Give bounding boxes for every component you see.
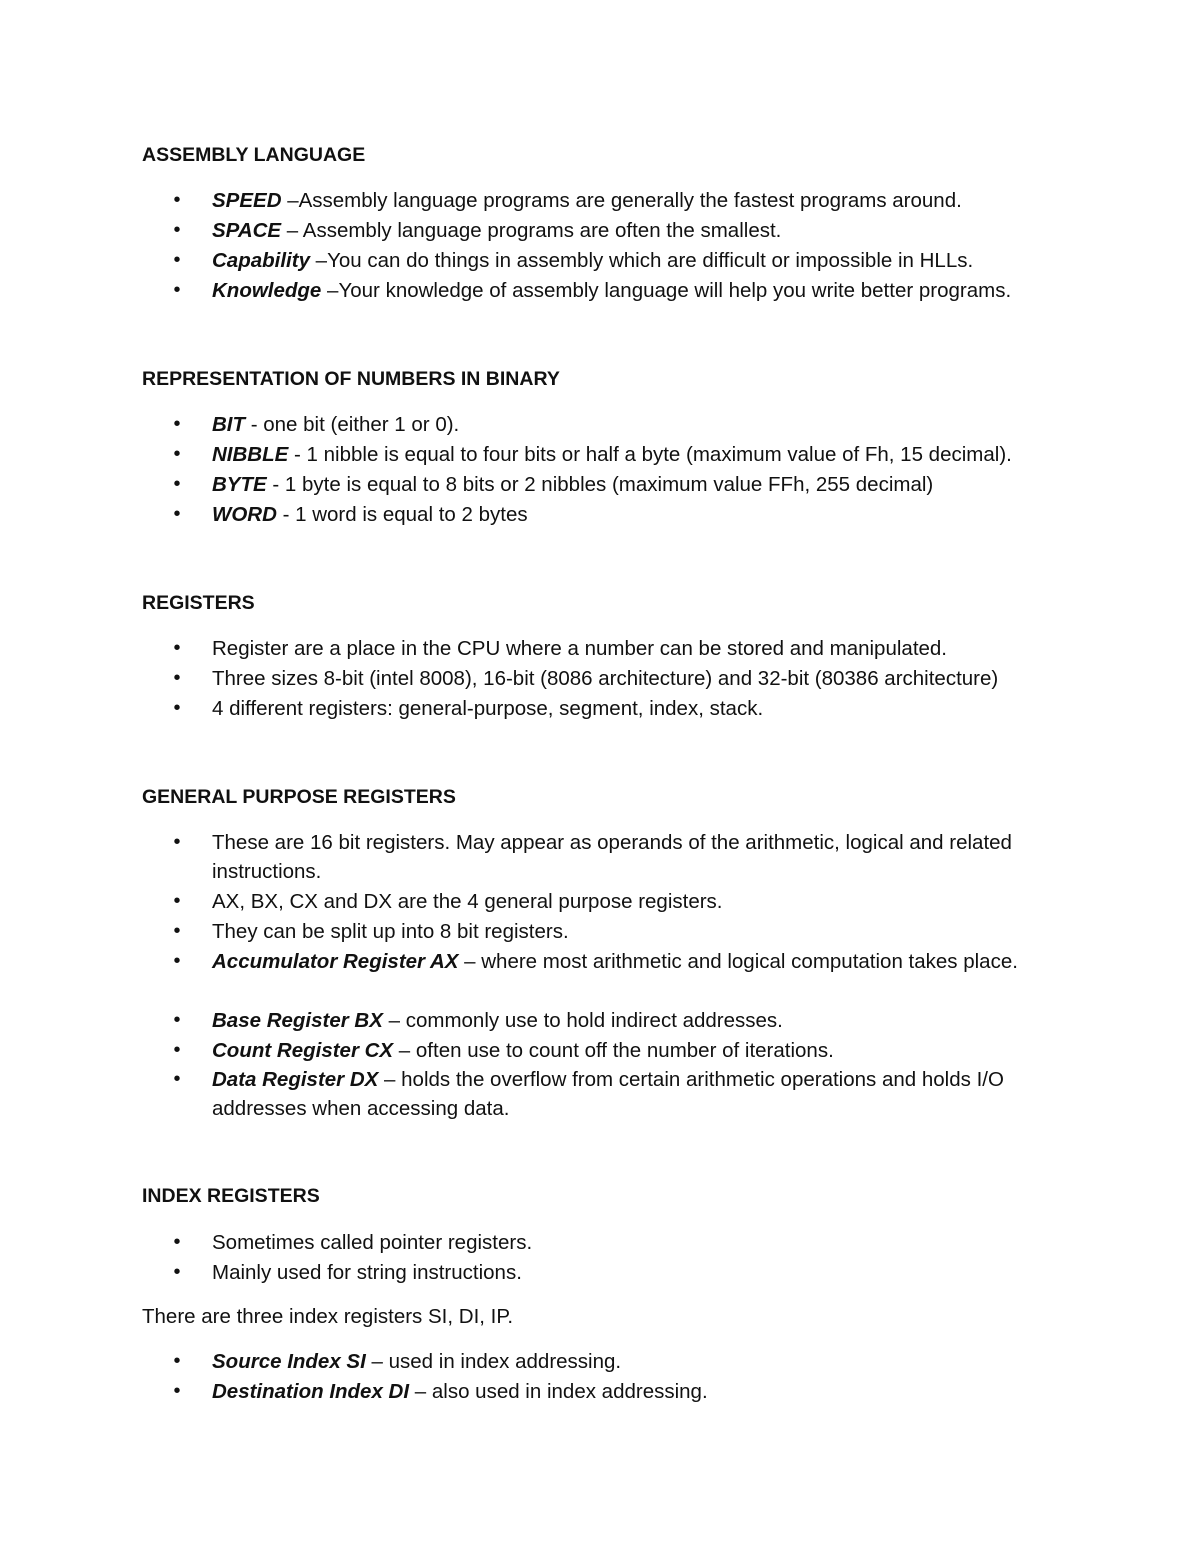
bullet-icon: •	[173, 667, 181, 689]
item-term: BYTE	[212, 473, 267, 496]
list-item	[173, 440, 1072, 469]
list-item	[173, 664, 1072, 693]
item-text: Three sizes 8-bit (intel 8008), 16-bit (8086 architecture) and 32-bit (80386 architecture)	[212, 667, 999, 690]
bullet-icon: •	[173, 503, 181, 525]
item-separator: –	[378, 1068, 402, 1091]
item-separator: –	[409, 1380, 432, 1403]
index-registers-paragraph: There are three index registers SI, DI, IP.	[142, 1305, 514, 1328]
item-separator: -	[288, 443, 307, 466]
item-text: also used in index addressing.	[431, 1380, 708, 1403]
section-heading: GENERAL PURPOSE REGISTERS	[142, 786, 456, 808]
list-item	[173, 216, 1072, 245]
list-item	[173, 1006, 1072, 1035]
bullet-icon: •	[173, 1231, 181, 1253]
list-item	[173, 887, 1072, 916]
item-text: holds the overflow from certain arithmetic operations and holds I/O addresses when accessing data.	[212, 1068, 1004, 1120]
bullet-icon: •	[173, 413, 181, 435]
bullet-icon: •	[173, 1009, 181, 1031]
item-term: BIT	[212, 413, 246, 436]
bullet-icon: •	[173, 831, 181, 853]
section-heading: REGISTERS	[142, 592, 255, 614]
bullet-icon: •	[173, 473, 181, 495]
item-text: 4 different registers: general-purpose, segment, index, stack.	[212, 697, 764, 720]
bullet-icon: •	[173, 890, 181, 912]
bullet-icon: •	[173, 950, 181, 972]
item-text: Mainly used for string instructions.	[212, 1261, 522, 1284]
item-term: Base Register BX	[212, 1009, 383, 1032]
item-term: SPACE	[212, 219, 282, 242]
list-item	[173, 1065, 1072, 1123]
list-item	[173, 1036, 1072, 1065]
item-text: 1 word is equal to 2 bytes	[295, 503, 528, 526]
item-separator: –	[382, 1009, 406, 1032]
bullet-icon: •	[173, 1380, 181, 1402]
bullet-icon: •	[173, 1068, 181, 1090]
item-term: Knowledge	[212, 279, 322, 302]
item-term: Count Register CX	[212, 1039, 394, 1062]
bullet-icon: •	[173, 443, 181, 465]
section-heading: ASSEMBLY LANGUAGE	[142, 144, 366, 166]
item-separator: –	[365, 1350, 389, 1373]
item-term: NIBBLE	[212, 443, 289, 466]
item-term: Capability	[212, 249, 310, 272]
item-separator: –	[309, 249, 328, 272]
item-text: Sometimes called pointer registers.	[212, 1231, 533, 1254]
list-item	[173, 828, 1072, 886]
bullet-icon: •	[173, 637, 181, 659]
item-term: WORD	[212, 503, 277, 526]
list-item	[173, 276, 1072, 305]
bullet-icon: •	[173, 219, 181, 241]
item-text: often use to count off the number of iterations.	[415, 1039, 834, 1062]
item-text: AX, BX, CX and DX are the 4 general purpose registers.	[212, 890, 723, 913]
section-heading: REPRESENTATION OF NUMBERS IN BINARY	[142, 368, 560, 390]
item-text: Register are a place in the CPU where a number can be stored and manipulated.	[212, 637, 948, 660]
list-item	[173, 246, 1072, 275]
item-term: SPEED	[212, 189, 282, 212]
list-item	[173, 470, 1072, 499]
list-item	[173, 917, 1072, 946]
item-text: You can do things in assembly which are difficult or impossible in HLLs.	[327, 249, 974, 272]
list-item	[173, 634, 1072, 663]
bullet-icon: •	[173, 1261, 181, 1283]
bullet-icon: •	[173, 920, 181, 942]
item-separator: -	[276, 503, 296, 526]
item-text: used in index addressing.	[388, 1350, 622, 1373]
bullet-icon: •	[173, 1039, 181, 1061]
item-separator: -	[266, 473, 285, 496]
item-text: one bit (either 1 or 0).	[263, 413, 460, 436]
item-separator: –	[393, 1039, 416, 1062]
bullet-icon: •	[173, 249, 181, 271]
item-separator: –	[281, 219, 303, 242]
item-text: commonly use to hold indirect addresses.	[405, 1009, 783, 1032]
item-term: Source Index SI	[212, 1350, 366, 1373]
list-item	[173, 186, 1072, 215]
bullet-icon: •	[173, 697, 181, 719]
item-separator: -	[245, 413, 264, 436]
item-separator: –	[321, 279, 339, 302]
item-text: Assembly language programs are often the smallest.	[302, 219, 782, 242]
list-item	[173, 1347, 1072, 1376]
bullet-icon: •	[173, 1350, 181, 1372]
list-item	[173, 694, 1072, 723]
item-text: where most arithmetic and logical computation takes place.	[481, 950, 1018, 973]
list-item	[173, 500, 1072, 529]
list-item	[173, 947, 1072, 976]
section-heading: INDEX REGISTERS	[142, 1185, 320, 1207]
item-text: 1 nibble is equal to four bits or half a byte (maximum value of Fh, 15 decimal).	[306, 443, 1012, 466]
item-term: Data Register DX	[212, 1068, 379, 1091]
item-term: Accumulator Register AX	[212, 950, 459, 973]
list-item	[173, 1258, 1072, 1287]
list-item	[173, 1377, 1072, 1406]
item-separator: –	[458, 950, 482, 973]
item-text: Assembly language programs are generally the fastest programs around.	[298, 189, 962, 212]
item-separator: –	[281, 189, 299, 212]
item-text: 1 byte is equal to 8 bits or 2 nibbles (maximum value FFh, 255 decimal)	[284, 473, 934, 496]
item-term: Destination Index DI	[212, 1380, 410, 1403]
item-text: Your knowledge of assembly language will help you write better programs.	[338, 279, 1012, 302]
item-text: These are 16 bit registers. May appear as operands of the arithmetic, logical and related instructions.	[212, 831, 1012, 883]
list-item	[173, 1228, 1072, 1257]
bullet-icon: •	[173, 279, 181, 301]
list-item	[173, 410, 1072, 439]
bullet-icon: •	[173, 189, 181, 211]
item-text: They can be split up into 8 bit registers.	[212, 920, 569, 943]
